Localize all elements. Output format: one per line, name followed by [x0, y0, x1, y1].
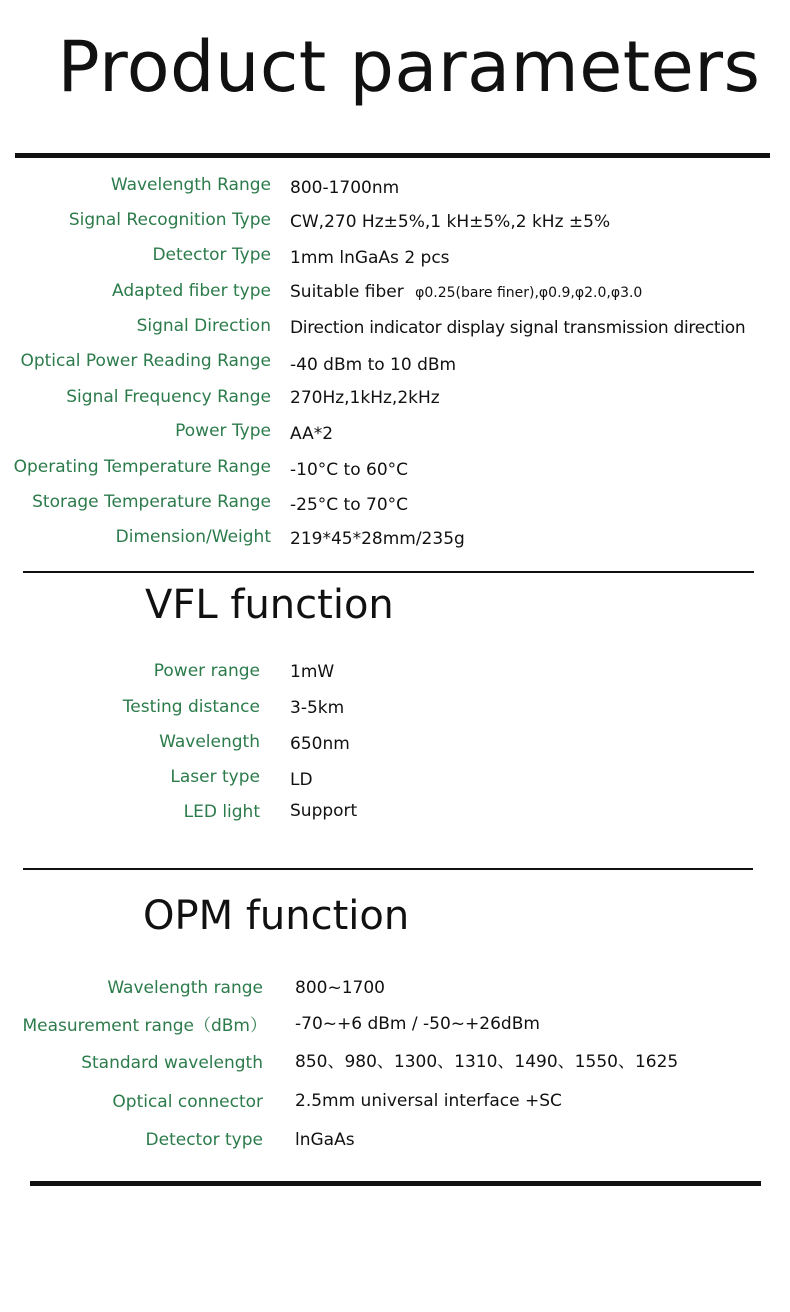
- page-title: Product parameters: [57, 26, 761, 108]
- param-value-extra: φ0.25(bare finer),φ0.9,φ2.0,φ3.0: [415, 285, 643, 301]
- param-value: AA*2: [290, 424, 334, 444]
- param-value: 270Hz,1kHz,2kHz: [290, 388, 440, 408]
- param-label: Signal Direction: [136, 316, 271, 336]
- param-row: [0, 243, 790, 273]
- param-label: Signal Recognition Type: [68, 210, 271, 230]
- param-value: 219*45*28mm/235g: [290, 529, 465, 549]
- param-label: Storage Temperature Range: [32, 492, 271, 512]
- param-value: 800-1700nm: [290, 178, 400, 198]
- bottom-divider: [30, 1181, 761, 1186]
- vfl-row: [0, 765, 790, 795]
- vfl-value: Support: [290, 801, 358, 821]
- param-row: [0, 419, 790, 449]
- vfl-value: LD: [290, 770, 313, 790]
- param-value-text: Suitable fiber: [290, 282, 404, 302]
- opm-label: Wavelength range: [107, 978, 263, 998]
- param-label: Dimension/Weight: [115, 527, 271, 547]
- param-label: Detector Type: [152, 245, 271, 265]
- vfl-section-title: VFL function: [145, 582, 394, 628]
- vfl-row: [0, 659, 790, 689]
- param-label: Wavelength Range: [110, 175, 271, 195]
- opm-label: Optical connector: [112, 1092, 263, 1112]
- param-label: Optical Power Reading Range: [20, 351, 271, 371]
- param-row: [0, 279, 790, 309]
- param-row: [0, 385, 790, 415]
- vfl-label: LED light: [183, 802, 260, 822]
- vfl-row: [0, 695, 790, 725]
- param-value: CW,270 Hz±5%,1 kH±5%,2 kHz ±5%: [290, 212, 611, 232]
- section-divider: [23, 868, 753, 870]
- title-divider: [15, 153, 770, 158]
- param-value: 1mm lnGaAs 2 pcs: [290, 248, 450, 268]
- param-value: -10°C to 60°C: [290, 460, 409, 480]
- opm-row: [0, 1090, 790, 1120]
- opm-label: Standard wavelength: [81, 1053, 263, 1073]
- param-row: [0, 349, 790, 379]
- opm-value: -70~+6 dBm / -50~+26dBm: [295, 1014, 540, 1034]
- param-label: Adapted fiber type: [112, 281, 271, 301]
- param-row: [0, 208, 790, 238]
- opm-value: 800~1700: [295, 978, 385, 998]
- opm-label: Measurement range（dBm）: [22, 1016, 267, 1036]
- opm-row: [0, 1014, 790, 1044]
- param-value: [290, 280, 642, 305]
- opm-row: [0, 1051, 790, 1081]
- vfl-value: 650nm: [290, 734, 350, 754]
- vfl-value: 3-5km: [290, 698, 345, 718]
- vfl-row: [0, 800, 790, 830]
- opm-value: 2.5mm universal interface +SC: [295, 1091, 562, 1111]
- vfl-label: Laser type: [170, 767, 260, 787]
- opm-value: 850、980、1300、1310、1490、1550、1625: [295, 1052, 679, 1072]
- vfl-label: Power range: [153, 661, 260, 681]
- vfl-row: [0, 730, 790, 760]
- opm-label: Detector type: [145, 1130, 263, 1150]
- param-row: [0, 173, 790, 203]
- param-label: Signal Frequency Range: [66, 387, 271, 407]
- param-value: Direction indicator display signal transmission direction: [290, 318, 746, 338]
- param-value: -25°C to 70°C: [290, 495, 409, 515]
- param-row: [0, 314, 790, 344]
- opm-section-title: OPM function: [143, 893, 410, 939]
- param-value: -40 dBm to 10 dBm: [290, 355, 457, 375]
- opm-row: [0, 1128, 790, 1158]
- opm-row: [0, 976, 790, 1006]
- vfl-label: Wavelength: [159, 732, 260, 752]
- param-row: [0, 455, 790, 485]
- section-divider: [23, 571, 754, 573]
- vfl-label: Testing distance: [122, 697, 260, 717]
- opm-value: lnGaAs: [295, 1130, 355, 1150]
- param-label: Operating Temperature Range: [13, 457, 271, 477]
- param-label: Power Type: [175, 421, 271, 441]
- vfl-value: 1mW: [290, 662, 335, 682]
- param-row: [0, 490, 790, 520]
- param-row: [0, 525, 790, 555]
